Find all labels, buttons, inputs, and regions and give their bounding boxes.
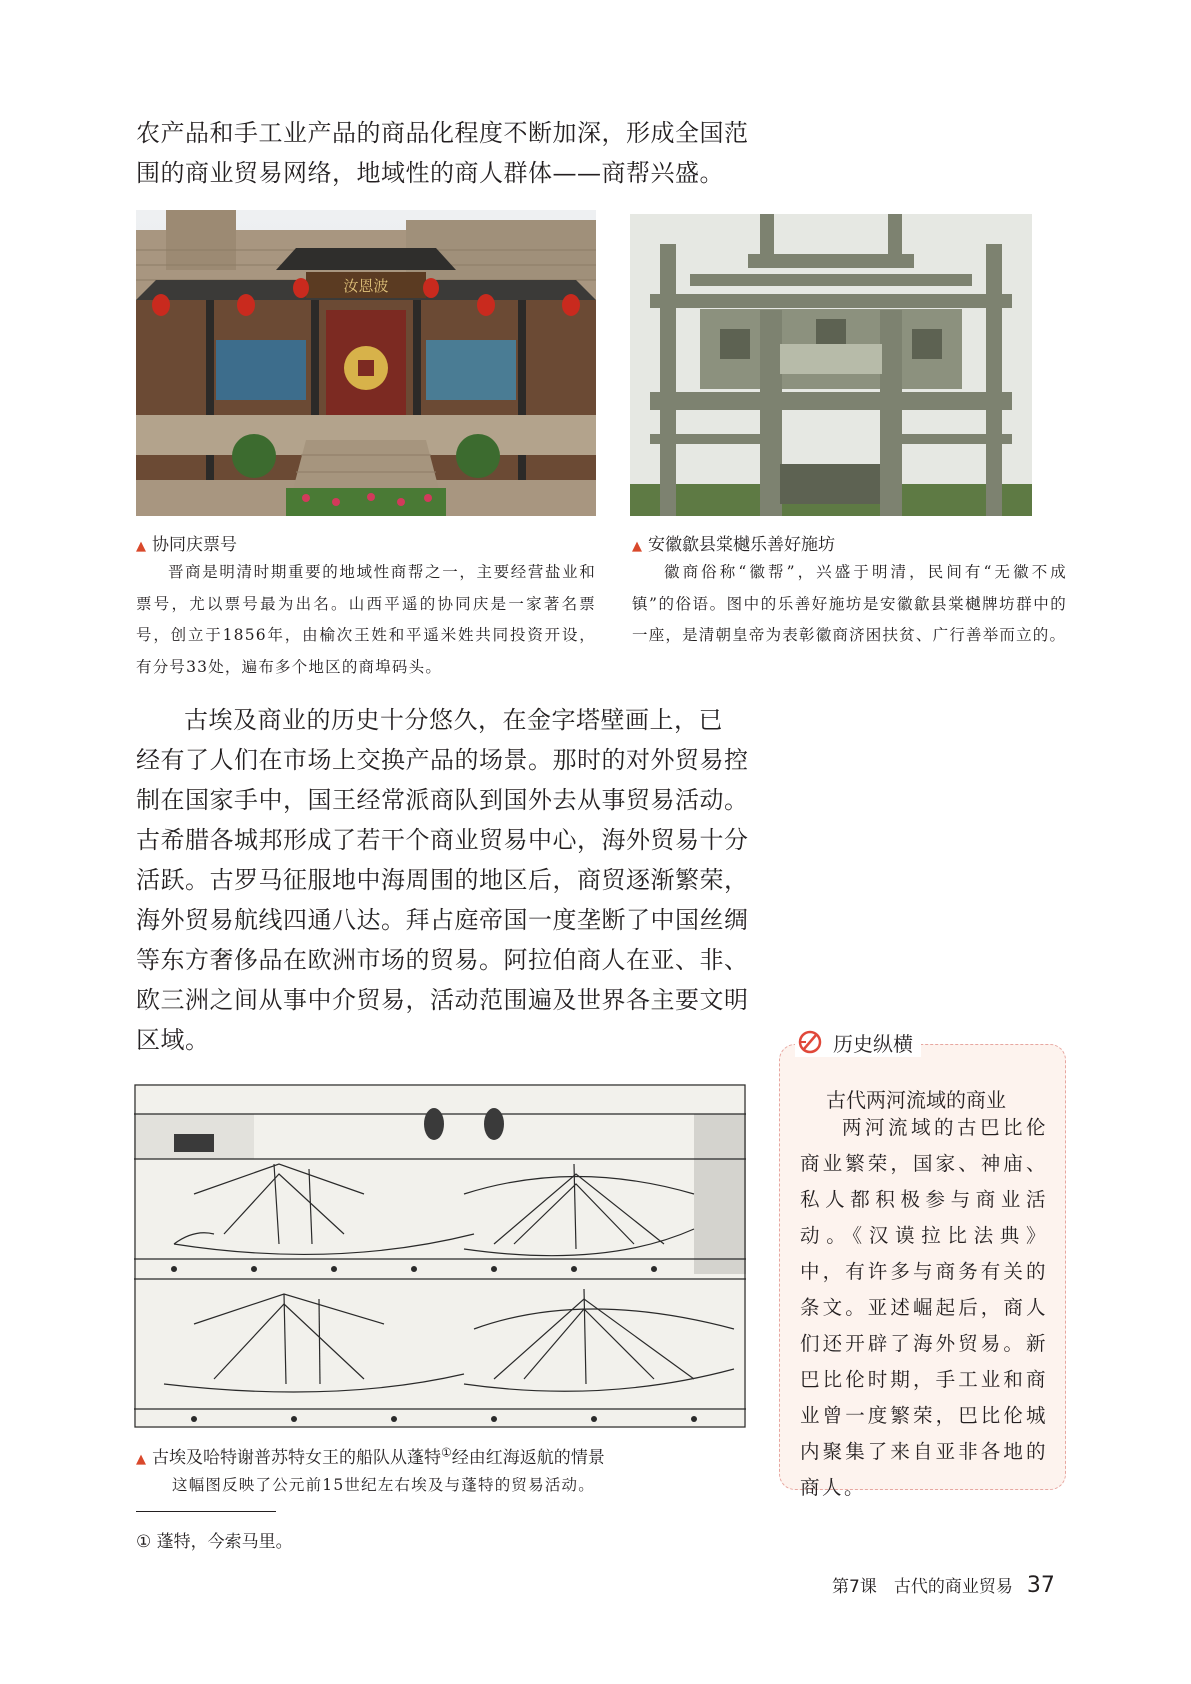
intro-paragraph <box>136 113 776 193</box>
page-number: 37 <box>1026 1573 1055 1598</box>
caption-body-text: 这幅图反映了公元前15世纪左右埃及与蓬特的贸易活动。 <box>172 1476 595 1494</box>
sidebar-body <box>800 1110 1048 1506</box>
intro-line: 农产品和手工业产品的商品化程度不断加深，形成全国范 <box>136 119 749 147</box>
footnote-rule <box>136 1511 276 1512</box>
history-compass-icon <box>795 1027 825 1057</box>
triangle-marker-icon: ▲ <box>632 539 642 554</box>
main-line: 区域。 <box>136 1026 210 1054</box>
sidebar-body-text: 两河流域的古巴比伦商业繁荣，国家、神庙、私人都积极参与商业活动。《汉谟拉比法典》中，有许多与商务有关的条文。亚述崛起后，商人们还开辟了海外贸易。新巴比伦时期，手工业和商业曾一度繁荣，巴比伦城内聚集了来自亚非各地的商人。 <box>800 1116 1048 1499</box>
caption-body-text: 徽商俗称“徽帮”，兴盛于明清，民间有“无徽不成镇”的俗语。图中的乐善好施坊是安徽歙县棠樾牌坊群中的一座，是清朝皇帝为表彰徽商济困扶贫、广行善举而立的。 <box>632 563 1067 644</box>
caption-title-text-end: 经由红海返航的情景 <box>451 1448 605 1468</box>
main-line: 古埃及商业的历史十分悠久，在金字塔壁画上，已 <box>184 706 723 734</box>
piaohao-caption-title <box>136 530 237 555</box>
piaohao-building-illustration <box>136 210 596 516</box>
piaohao-photo <box>136 210 596 516</box>
egypt-caption-body <box>172 1470 752 1502</box>
main-line: 制在国家手中，国王经常派商队到国外去从事贸易活动。 <box>136 786 749 814</box>
triangle-marker-icon: ▲ <box>136 539 146 554</box>
sidebar-heading <box>795 1027 921 1057</box>
footnote: ① 蓬特，今索马里。 <box>136 1532 293 1552</box>
main-line: 古希腊各城邦形成了若干个商业贸易中心，海外贸易十分 <box>136 826 749 854</box>
caption-title-text: 协同庆票号 <box>152 535 237 555</box>
footnote-marker: ① <box>441 1445 452 1460</box>
caption-title-text: 安徽歙县棠樾乐善好施坊 <box>648 535 835 555</box>
paifang-caption-body <box>632 557 1067 652</box>
egypt-relief-image <box>134 1084 746 1428</box>
sidebar-title: 古代两河流域的商业 <box>826 1088 1006 1112</box>
paifang-archway-illustration <box>630 214 1032 516</box>
main-line: 欧三洲之间从事中介贸易，活动范围遍及世界各主要文明 <box>136 986 749 1014</box>
shop-sign: 汝恩波 <box>343 277 389 295</box>
caption-body-text: 晋商是明清时期重要的地域性商帮之一，主要经营盐业和票号，尤以票号最为出名。山西平遥的协同庆是一家著名票号，创立于1856年，由榆次王姓和平遥米姓共同投资开设，有分号33处，遍布多个地区的商埠码头。 <box>136 563 596 676</box>
piaohao-caption-body <box>136 557 596 683</box>
main-line: 海外贸易航线四通八达。拜占庭帝国一度垄断了中国丝绸 <box>136 906 749 934</box>
egypt-caption-title <box>136 1443 605 1468</box>
main-line: 等东方奢侈品在欧洲市场的贸易。阿拉伯商人在亚、非、 <box>136 946 749 974</box>
triangle-marker-icon: ▲ <box>136 1452 146 1467</box>
caption-title-text: 古埃及哈特谢普苏特女王的船队从蓬特 <box>152 1448 441 1468</box>
page-footer <box>832 1572 1055 1598</box>
main-line: 经有了人们在市场上交换产品的场景。那时的对外贸易控 <box>136 746 749 774</box>
egypt-ships-illustration <box>134 1084 746 1428</box>
main-paragraph <box>136 700 776 1060</box>
main-line: 活跃。古罗马征服地中海周围的地区后，商贸逐渐繁荣， <box>136 866 749 894</box>
lesson-title: 第7课 古代的商业贸易 <box>832 1577 1013 1597</box>
intro-line: 围的商业贸易网络，地域性的商人群体——商帮兴盛。 <box>136 159 724 187</box>
sidebar-heading-label: 历史纵横 <box>833 1031 913 1056</box>
paifang-photo <box>630 214 1032 516</box>
paifang-caption-title <box>632 530 835 555</box>
